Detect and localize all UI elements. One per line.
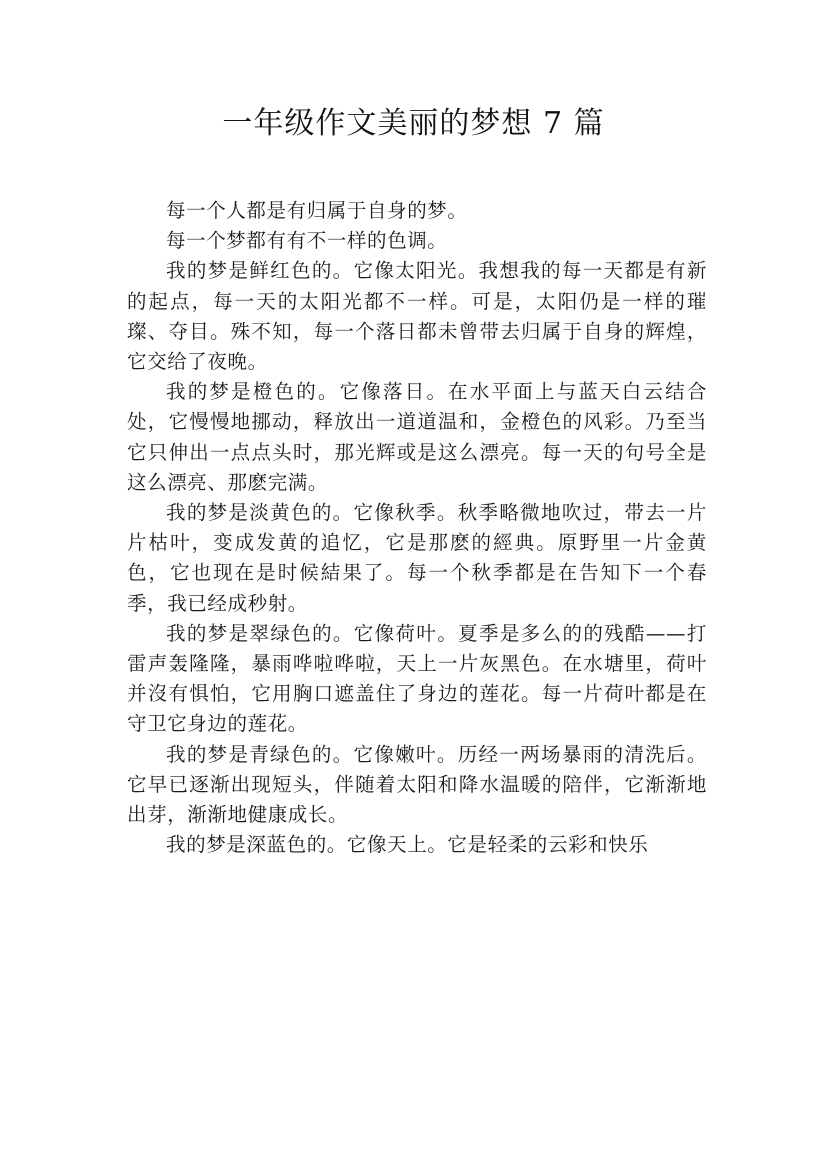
- paragraph-6: 我的梦是翠绿色的。它像荷叶。夏季是多么的的残酷——打雷声轰隆隆，暴雨哗啦哗啦，天上一片灰黑色。在水塘里，荷叶并沒有惧怕，它用胸口遮盖住了身边的莲花。每一片荷叶都是在守卫它身边的莲花。: [127, 621, 707, 736]
- document-body: [127, 196, 707, 860]
- paragraph-5: 我的梦是淡黄色的。它像秋季。秋季略微地吹过，带去一片片枯叶，变成发黄的追忆，它是那麽的經典。原野里一片金黄色，它也现在是时候結果了。每一个秋季都是在告知下一个春季，我已经成秒射。: [127, 501, 707, 615]
- paragraph-4: 我的梦是橙色的。它像落日。在水平面上与蓝天白云结合处，它慢慢地挪动，释放出一道道温和，金橙色的风彩。乃至当它只伸出一点点头时，那光辉或是这么漂亮。每一天的句号全是这么漂亮、那麽完满。: [127, 380, 707, 494]
- paragraph-7: 我的梦是青绿色的。它像嫩叶。历经一两场暴雨的清洗后。它早已逐渐出现短头，伴随着太阳和降水温暖的陪伴，它渐渐地出芽，渐渐地健康成长。: [127, 742, 707, 827]
- paragraph-1: 每一个人都是有归属于自身的梦。: [166, 199, 468, 222]
- paragraph-8: 我的梦是深蓝色的。它像天上。它是轻柔的云彩和快乐: [166, 833, 649, 857]
- document-title: 一年级作文美丽的梦想 7 篇: [222, 106, 605, 141]
- paragraph-3: 我的梦是鲜红色的。它像太阳光。我想我的每一天都是有新的起点，每一天的太阳光都不一样。可是，太阳仍是一样的璀璨、夺目。殊不知，每一个落日都未曾带去归属于自身的辉煌，它交给了夜晚。: [127, 259, 707, 374]
- paragraph-2: 每一个梦都有有不一样的色调。: [166, 229, 448, 253]
